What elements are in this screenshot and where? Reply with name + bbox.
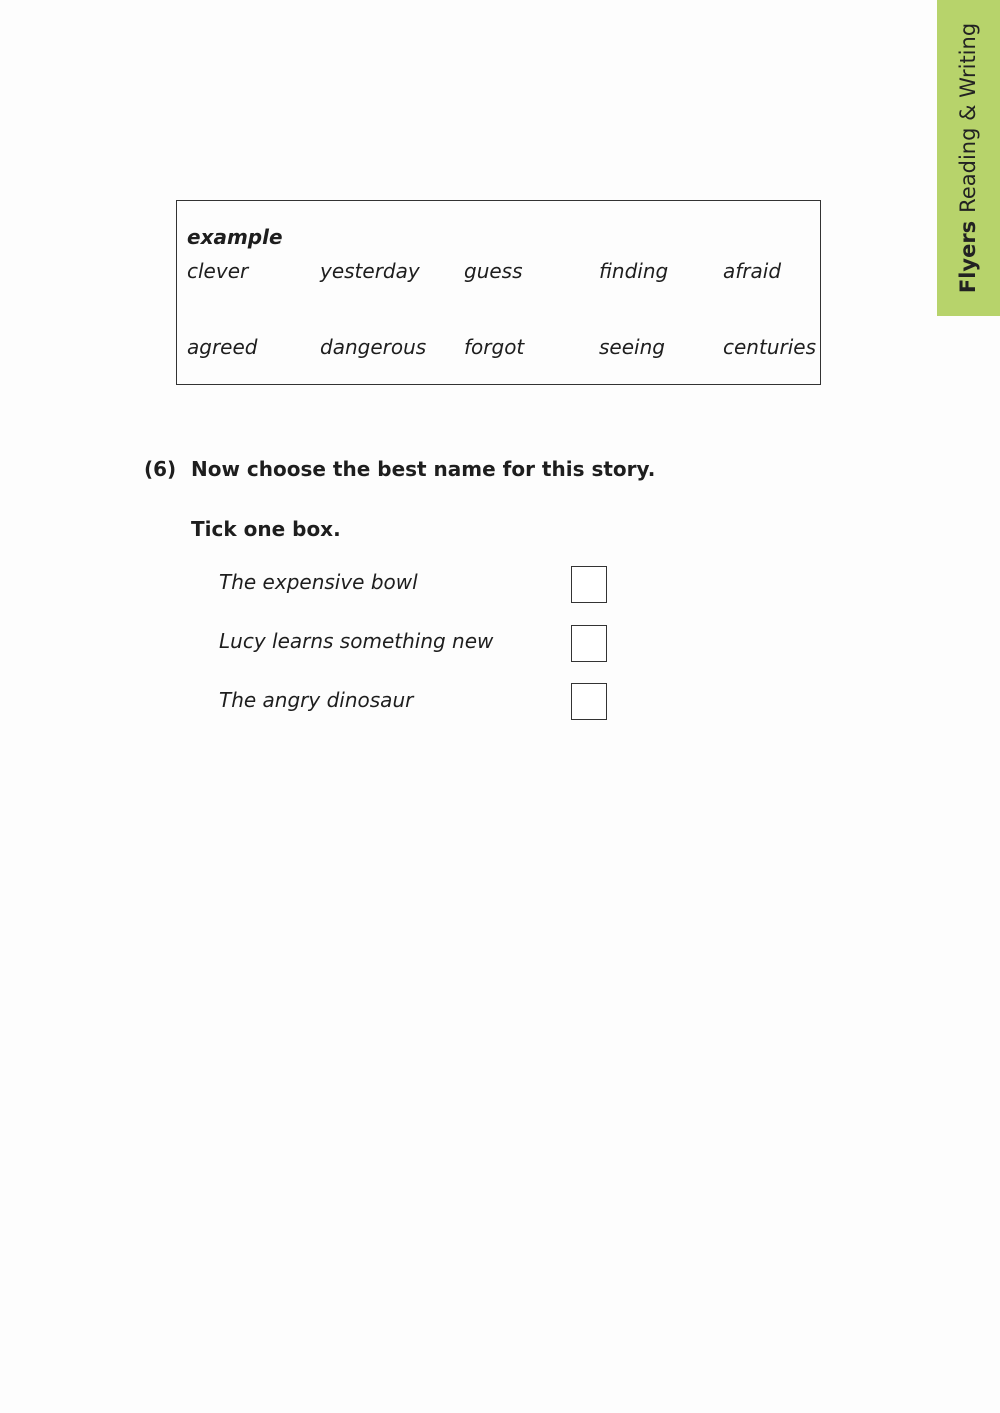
word-guess: guess xyxy=(464,259,523,283)
word-finding: finding xyxy=(599,259,669,283)
tick-box-expensive-bowl[interactable] xyxy=(571,566,607,603)
question-number: (6) xyxy=(144,457,177,481)
question-text: Now choose the best name for this story. xyxy=(191,457,656,481)
question-instruction: Tick one box. xyxy=(191,517,341,541)
word-clever: clever xyxy=(187,259,249,283)
word-forgot: forgot xyxy=(464,335,525,359)
option-label-angry-dinosaur: The angry dinosaur xyxy=(219,688,414,712)
word-yesterday: yesterday xyxy=(320,259,420,283)
word-dangerous: dangerous xyxy=(320,335,427,359)
side-tab-brand: Flyers xyxy=(956,220,980,294)
word-seeing: seeing xyxy=(599,335,665,359)
side-tab xyxy=(937,0,1000,316)
example-label: example xyxy=(187,225,283,249)
side-tab-section: Reading & Writing xyxy=(956,22,980,213)
word-box xyxy=(176,200,821,385)
option-label-expensive-bowl: The expensive bowl xyxy=(219,570,418,594)
tick-box-lucy-learns[interactable] xyxy=(571,625,607,662)
word-agreed: agreed xyxy=(187,335,258,359)
word-afraid: afraid xyxy=(723,259,782,283)
option-label-lucy-learns: Lucy learns something new xyxy=(219,629,494,653)
tick-box-angry-dinosaur[interactable] xyxy=(571,683,607,720)
side-tab-title xyxy=(956,23,980,293)
word-centuries: centuries xyxy=(723,335,816,359)
